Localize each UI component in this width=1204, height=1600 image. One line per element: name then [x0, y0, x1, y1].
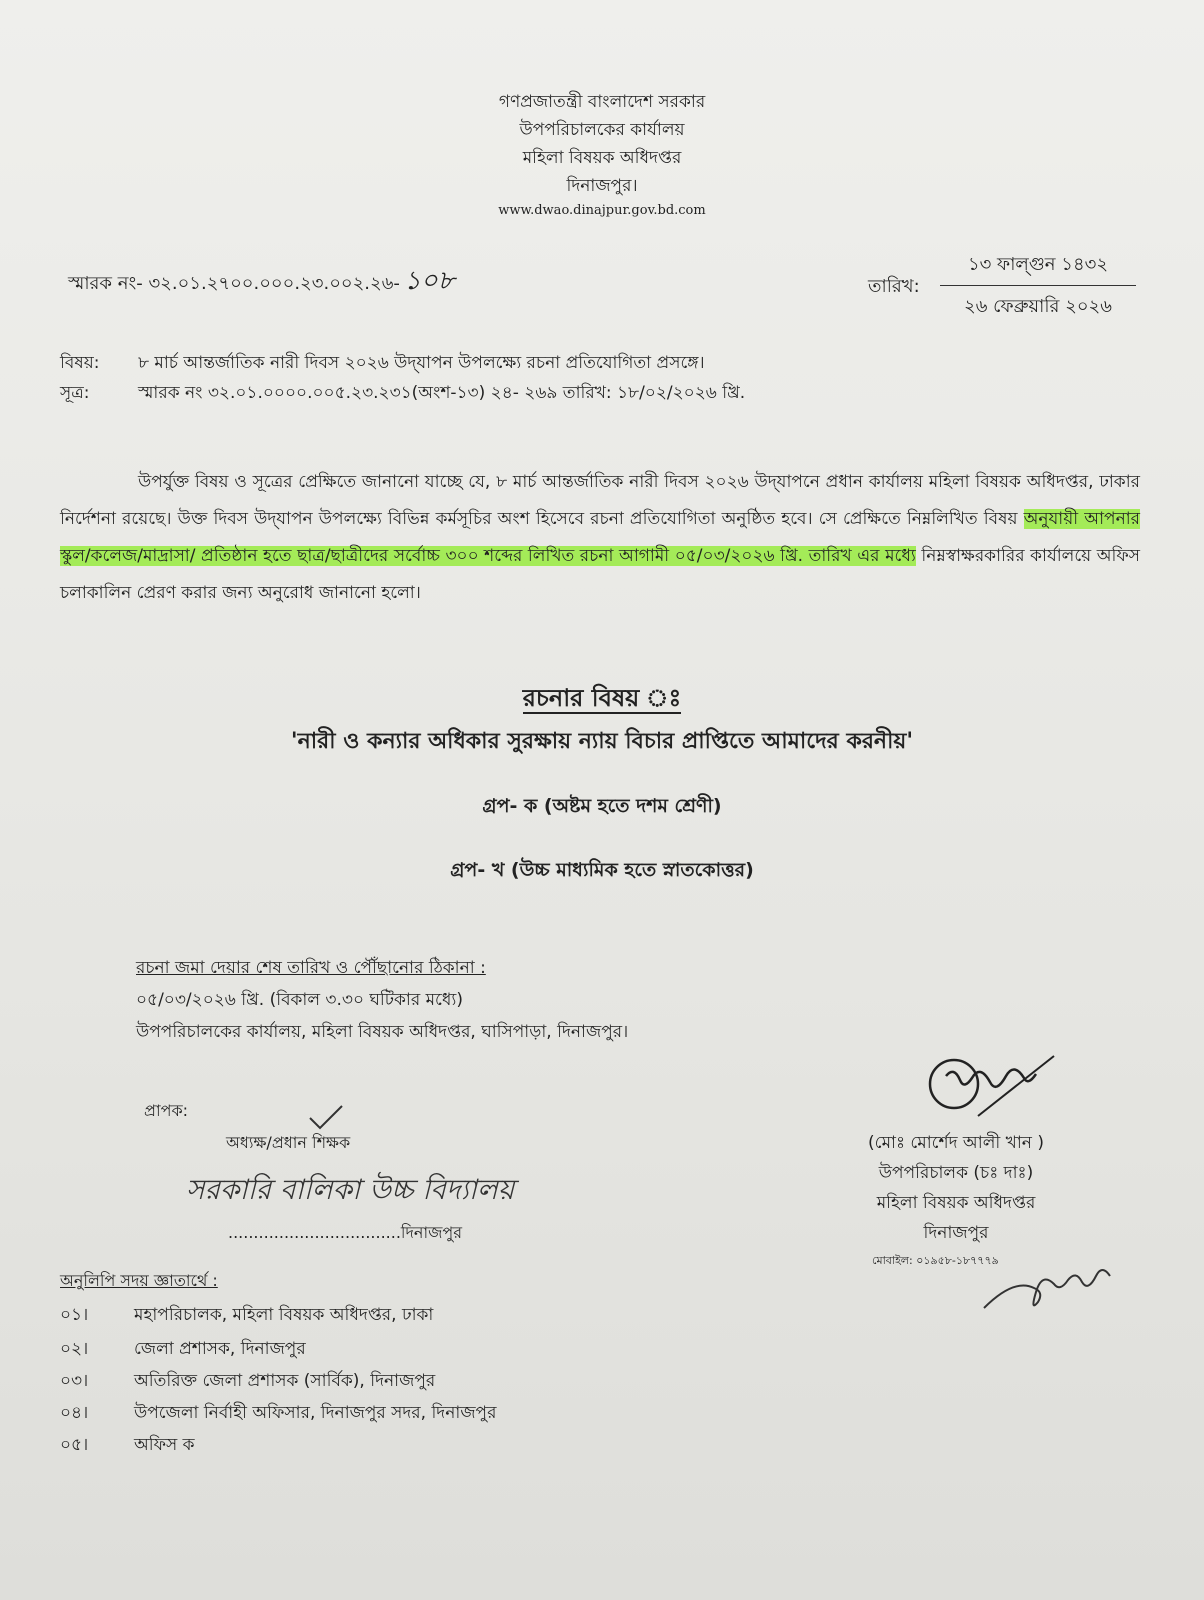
subject-line: [60, 348, 745, 378]
group-kha: গ্রপ- খ (উচ্চ মাধ্যমিক হতে স্নাতকোত্তর): [450, 859, 754, 881]
letterhead: [0, 88, 1204, 222]
letterhead-website: www.dwao.dinajpur.gov.bd.com: [498, 203, 706, 218]
letterhead-office: উপপরিচালকের কার্যালয়: [519, 120, 685, 140]
subject-reference: [60, 348, 745, 408]
signatory-designation: উপপরিচালক (চঃ দাঃ): [878, 1163, 1034, 1183]
cc-item: [60, 1400, 496, 1428]
cc-item-text: অতিরিক্ত জেলা প্রশাসক (সার্বিক), দিনাজপুর: [134, 1371, 436, 1391]
cc-item-number: ০৪।: [60, 1403, 89, 1423]
cc-item-number: ০৫।: [60, 1435, 89, 1455]
cc-item-number: ০৩।: [60, 1371, 89, 1391]
cc-item-number: ০২।: [60, 1339, 89, 1359]
topic-heading: রচনার বিষয় ঃ: [522, 684, 682, 712]
cc-item: [60, 1302, 433, 1330]
reference-text: স্মারক নং ৩২.০১.০০০০.০০৫.২৩.২৩১(অংশ-১৩) ২৪- ২৬৯ তারিখ: ১৮/০২/২০২৬ খ্রি.: [138, 383, 746, 403]
deadline-block: [136, 952, 628, 1048]
initial-signature-icon: [978, 1248, 1138, 1318]
body-part2: নিম্নস্বাক্ষরকারির কার্যালয়ে অফিস চলাকালিন প্রেরণ করার জন্য অনুরোধ জানানো হলো।: [60, 546, 1140, 603]
letterhead-district: দিনাজপুর।: [566, 176, 638, 196]
signatory-name: (মোঃ মোর্শেদ আলী খান ): [868, 1133, 1044, 1153]
reference-line: [60, 378, 745, 408]
signatory-district: দিনাজপুর: [923, 1223, 989, 1243]
cc-item-text: অফিস ক: [134, 1435, 195, 1455]
date-gregorian: ২৬ ফেব্রুয়ারি ২০২৬: [964, 296, 1112, 317]
recipient-dotted-line: ..................................দিনাজপুর: [228, 1223, 463, 1242]
signature-icon: [918, 1046, 1068, 1136]
group-ka: গ্রপ- ক (অষ্টম হতে দশম শ্রেণী): [482, 795, 722, 817]
date-label: তারিখ:: [868, 276, 920, 297]
subject-label: বিষয়:: [60, 353, 100, 373]
letterhead-government: গণপ্রজাতন্ত্রী বাংলাদেশ সরকার: [498, 92, 706, 112]
cc-item-text: জেলা প্রশাসক, দিনাজপুর: [134, 1339, 306, 1359]
cc-item-number: ০১।: [60, 1305, 89, 1325]
deadline-address: উপপরিচালকের কার্যালয়, মহিলা বিষয়ক অধিদপ্তর, ঘাসিপাড়া, দিনাজপুর।: [136, 1022, 629, 1042]
cc-item-text: মহাপরিচালক, মহিলা বিষয়ক অধিদপ্তর, ঢাকা: [134, 1305, 434, 1325]
cc-item: [60, 1336, 306, 1364]
topic-title: 'নারী ও কন্যার অধিকার সুরক্ষায় ন্যায় বিচার প্রাপ্তিতে আমাদের করনীয়': [290, 729, 914, 754]
body-part1: উপর্যুক্ত বিষয় ও সূত্রের প্রেক্ষিতে জানানো যাচ্ছে যে, ৮ মার্চ আন্তর্জাতিক নারী দিবস ২০২৬ উদ্‌যাপনে প্রধান কার্যালয় মহিলা বিষয়ক অধিদপ্তর, ঢাকার নির্দেশনা রয়েছে। উক্ত দিবস উদ্‌যাপন উপলক্ষ্যে বিভিন্ন কর্মসূচির অংশ হিসেবে রচনা প্রতিযোগিতা অনুষ্ঠিত হবে। সে প্রেক্ষিতে নিম্নলিখিত বিষয়: [60, 472, 1140, 529]
signatory-mobile: মোবাইল: ০১৯৫৮-১৮৭৭৭৯: [872, 1254, 999, 1267]
memo-label: স্মারক নং- ৩২.০১.২৭০০.০০০.২৩.০০২.২৬-: [68, 273, 400, 294]
body-highlighted: অনুযায়ী আপনার স্কুল/কলেজ/মাদ্রাসা/ প্রতিষ্ঠান হতে ছাত্র/ছাত্রীদের সর্বোচ্চ ৩০০ শব্দের লিখিত রচনা আগামী ০৫/০৩/২০২৬ খ্রি. তারিখ এর মধ্যে: [60, 509, 1141, 566]
date-block: [940, 250, 1136, 323]
recipient-school-handwritten: সরকারি বালিকা উচ্চ বিদ্যালয়: [186, 1173, 515, 1206]
cc-item-text: উপজেলা নির্বাহী অফিসার, দিনাজপুর সদর, দিনাজপুর: [134, 1403, 497, 1423]
body-paragraph: [60, 464, 1140, 612]
deadline-date-time: ০৫/০৩/২০২৬ খ্রি. (বিকাল ৩.৩০ ঘটিকার মধ্যে): [136, 990, 463, 1010]
cc-heading: অনুলিপি সদয় জ্ঞাতার্থে :: [60, 1271, 218, 1290]
cc-item: [60, 1368, 435, 1396]
checkmark-icon: [306, 1102, 346, 1132]
reference-label: সূত্র:: [60, 383, 90, 403]
cc-item: [60, 1432, 195, 1460]
memo-number: [68, 260, 455, 304]
deadline-heading: রচনা জমা দেয়ার শেষ তারিখ ও পৌঁছানোর ঠিকানা :: [136, 958, 486, 978]
memo-handwritten-number: ১০৮: [403, 266, 455, 296]
letterhead-department: মহিলা বিষয়ক অধিদপ্তর: [522, 148, 682, 168]
subject-text: ৮ মার্চ আন্তর্জাতিক নারী দিবস ২০২৬ উদ্‌যাপন উপলক্ষ্যে রচনা প্রতিযোগিতা প্রসঙ্গে।: [138, 353, 705, 373]
date-bangla: ১৩ ফাল্গুন ১৪৩২: [940, 250, 1136, 286]
signatory-office: মহিলা বিষয়ক অধিদপ্তর: [876, 1193, 1036, 1213]
recipient-label: প্রাপক:: [144, 1101, 189, 1120]
recipient-designation: অধ্যক্ষ/প্রধান শিক্ষক: [226, 1133, 351, 1152]
signatory-block: [846, 1128, 1066, 1248]
